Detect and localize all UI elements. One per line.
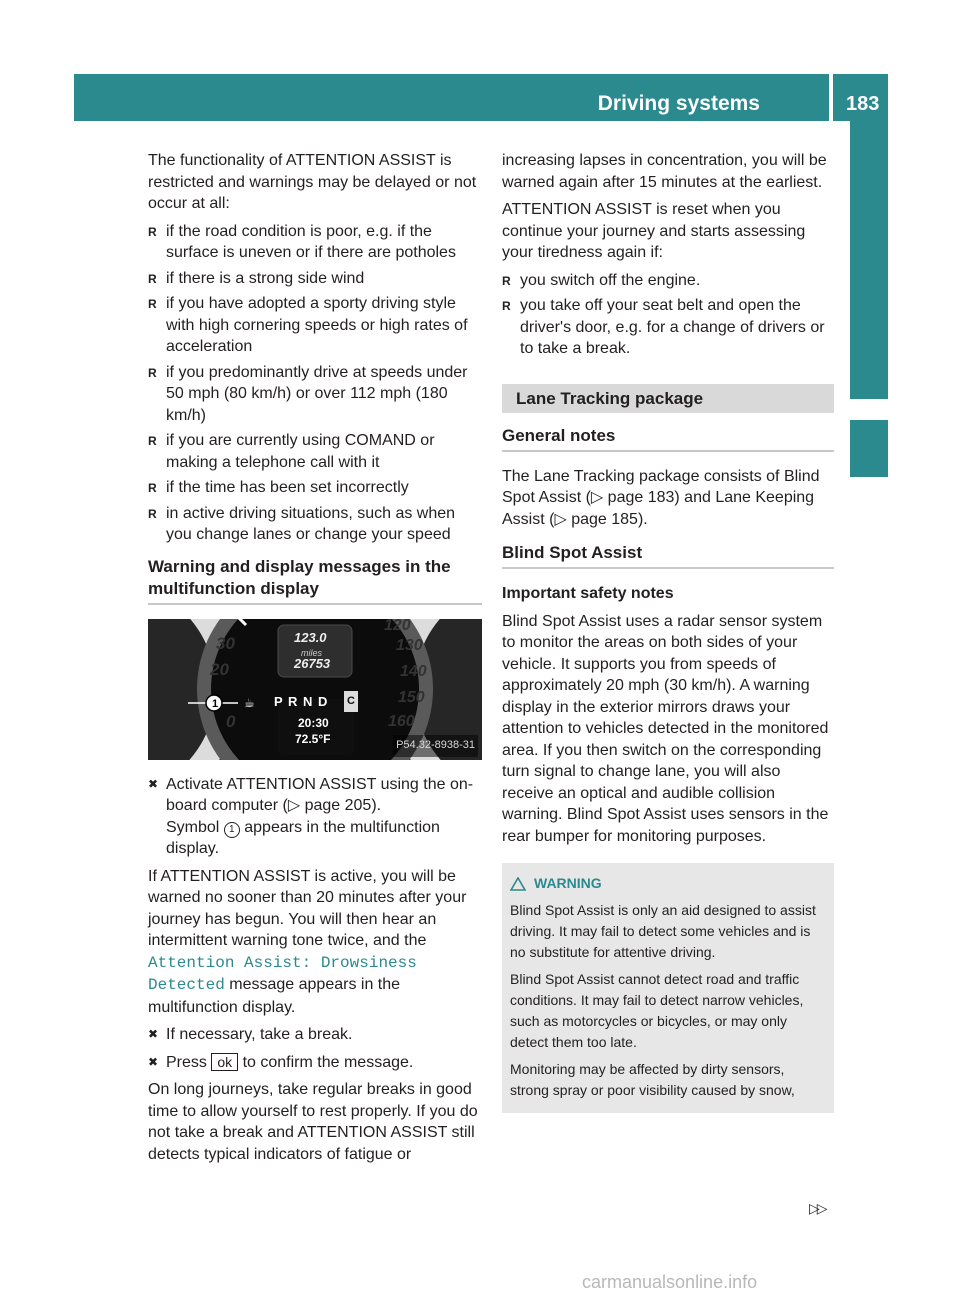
left-column	[148, 150, 482, 1171]
ok-key: ok	[211, 1053, 238, 1071]
page-ref-icon: ▷	[590, 489, 608, 506]
warning-box	[502, 863, 834, 1113]
paragraph: If ATTENTION ASSIST is active, you will be warned no sooner than 20 minutes after your journey has begun. You will then hear an intermittent warning tone twice, and the Attention Assist: Drowsiness Detected message appears in the multifunction display.	[148, 867, 467, 1016]
scale-label: 150	[398, 688, 425, 706]
list-item: R you take off your seat belt and open the driver's door, e.g. for a change of drivers or to take a break.	[502, 295, 834, 360]
list-item: R you switch off the engine.	[502, 270, 834, 292]
scale-label: 30	[216, 633, 235, 653]
step-arrow-icon: ✖	[148, 1027, 159, 1041]
list-item: R if the time has been set incorrectly	[148, 477, 482, 499]
coffee-cup-icon: ☕	[244, 695, 255, 710]
subheading: Blind Spot Assist	[502, 542, 834, 569]
page-reference[interactable]: page 205	[304, 797, 372, 814]
page-reference[interactable]: page 183	[607, 489, 675, 506]
step-arrow-icon: ✖	[148, 1054, 159, 1069]
scale-label: 130	[396, 636, 423, 654]
clock-readout: 20:30	[298, 715, 329, 730]
paragraph: ATTENTION ASSIST is reset when you continue your journey and starts assessing your tiredness again if:	[502, 201, 806, 261]
step-activate: ✖ Activate ATTENTION ASSIST using the on-board computer (▷ page 205). Symbol 1 appears in the multifunction display.	[148, 775, 474, 857]
paragraph: The Lane Tracking package consists of Blind Spot Assist (▷ page 183) and Lane Keeping Assist (▷ page 185).	[502, 467, 820, 528]
temperature-readout: 72.5°F	[295, 731, 331, 746]
restriction-list	[148, 221, 482, 546]
side-tab-block	[850, 420, 888, 477]
step-confirm: ✖ Press ok to confirm the message.	[148, 1052, 482, 1074]
scale-label: 20	[210, 659, 229, 679]
scale-label: 0	[226, 711, 236, 731]
watermark: carmanualsonline.info	[582, 1272, 758, 1292]
callout-number: 1	[211, 697, 219, 710]
page-number: 183	[846, 93, 880, 115]
warning-text: Blind Spot Assist cannot detect road and traffic conditions. It may fail to detect narrow vehicles, such as motorcycles or bicycles, or may only detect them too late.	[510, 971, 804, 1050]
header-separator	[829, 74, 833, 121]
warning-header	[510, 873, 826, 894]
page-reference[interactable]: page 185	[571, 510, 638, 528]
right-column	[502, 150, 834, 1113]
display-message: Attention Assist: Drowsiness Detected	[148, 953, 417, 994]
side-tab-label: Driving and parking	[859, 171, 884, 378]
figure-code: P54.32-8938-31	[393, 735, 478, 757]
header-bar	[74, 74, 888, 121]
section-heading: Warning and display messages in the multifunction display	[148, 556, 482, 605]
running-title: Driving systems	[597, 92, 760, 115]
section-title: Lane Tracking package	[502, 384, 834, 413]
reset-list	[502, 270, 834, 360]
list-item: R if the road condition is poor, e.g. if the surface is uneven or if there are potholes	[148, 221, 482, 264]
page-ref-icon: ▷	[287, 797, 305, 814]
page-ref-icon: ▷	[554, 510, 572, 528]
trip-readout: 123.0	[294, 629, 327, 645]
warning-triangle-icon	[510, 877, 526, 891]
c-mode-icon: C	[344, 691, 358, 713]
unit-readout: miles	[301, 647, 323, 658]
paragraph: On long journeys, take regular breaks in good time to allow yourself to rest properly. If you do not take a break and ATTENTION ASSIST still detects typical indicators of fatigue or	[148, 1081, 478, 1163]
warning-title: WARNING	[534, 875, 602, 891]
paragraph: Blind Spot Assist uses a radar sensor system to monitor the areas on both sides of your vehicle. It supports you from speeds of approximately 20 mph (30 km/h). A warning display in the exterior mirrors draws your attention to vehicles detected in the monitored area. If you then switch on the corresponding turn signal to change lane, you will also receive an optical and audible collision warning. Blind Spot Assist uses sensors in the rear bumper for monitoring purposes.	[502, 612, 829, 845]
instrument-cluster-figure	[148, 619, 482, 760]
important-heading: Important safety notes	[502, 585, 674, 602]
odometer-readout: 26753	[294, 655, 331, 671]
list-item: R if you predominantly drive at speeds under 50 mph (80 km/h) or over 112 mph (180 km/h)	[148, 362, 482, 427]
list-item: R if you have adopted a sporty driving style with high cornering speeds or high rates of acceleration	[148, 293, 482, 358]
step-break: ✖ If necessary, take a break.	[148, 1024, 482, 1046]
continue-arrows-icon: ▷▷	[809, 1200, 825, 1216]
paragraph: increasing lapses in concentration, you will be warned again after 15 minutes at the earliest.	[502, 152, 827, 191]
list-item: R if there is a strong side wind	[148, 268, 482, 290]
warning-text: Monitoring may be affected by dirty sensors, strong spray or poor visibility caused by snow,	[510, 1061, 795, 1098]
warning-text: Blind Spot Assist is only an aid designed to assist driving. It may fail to detect some vehicles and is no substitute for attentive driving.	[510, 902, 816, 960]
callout-symbol: 1	[224, 822, 240, 838]
subheading: General notes	[502, 425, 834, 452]
list-item: R if you are currently using COMAND or making a telephone call with it	[148, 430, 482, 473]
scale-label: 120	[384, 618, 411, 634]
list-item: R in active driving situations, such as when you change lanes or change your speed	[148, 503, 482, 546]
scale-label: 160	[388, 712, 415, 730]
scale-label: 140	[400, 662, 427, 680]
step-arrow-icon: ✖	[148, 776, 159, 791]
gear-indicator: P R N D	[274, 693, 329, 709]
intro-paragraph: The functionality of ATTENTION ASSIST is restricted and warnings may be delayed or not occur at all:	[148, 152, 477, 212]
